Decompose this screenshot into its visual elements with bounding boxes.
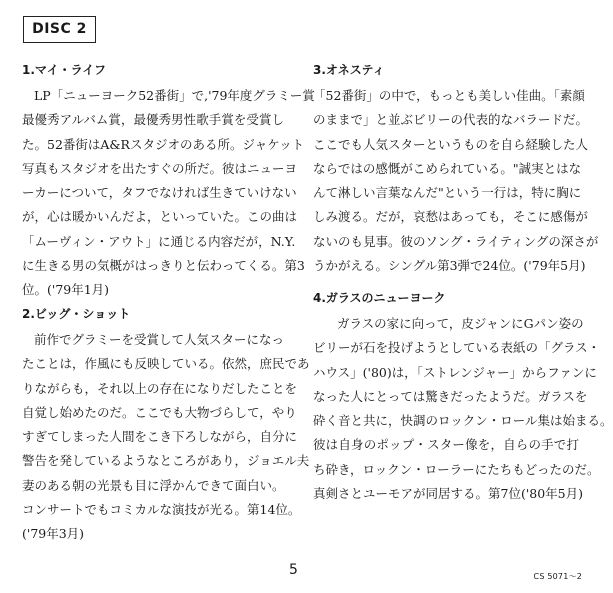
song-description bbox=[313, 84, 599, 278]
text-line: に生きる男の気概がはっきりと伝わってくる。第3 bbox=[22, 258, 305, 274]
text-line: りながらも，それ以上の存在になりだしたことを bbox=[22, 380, 298, 396]
text-line: ハウス」('80)は，「ストレンジャー」からファンに bbox=[313, 364, 597, 380]
song-section-2 bbox=[22, 306, 310, 547]
text-line: すぎてしまった人間をこき下ろしながら，自分に bbox=[22, 429, 298, 445]
text-line: ーカーについて，タフでなければ生きていけない bbox=[22, 185, 297, 201]
text-line: 前作でグラミーを受賞して人気スターになっ bbox=[34, 332, 285, 347]
song-section-1 bbox=[22, 62, 315, 303]
text-line: ないのも見事。彼のソング・ライティングの深さが bbox=[313, 233, 599, 249]
text-line: うかがえる。シングル第3弾で24位。('79年5月) bbox=[313, 258, 586, 274]
text-line: たことは，作風にも反映している。依然，庶民であ bbox=[22, 356, 310, 372]
text-line: ガラスの家に向って，皮ジャンにGパン姿の bbox=[337, 316, 584, 331]
text-line: LP「ニューヨーク52番街」で,'79年度グラミー賞 bbox=[34, 88, 315, 103]
text-line: 妻のある朝の光景も目に浮かんできて面白い。 bbox=[22, 477, 285, 493]
catalog-number: CS 5071～2 bbox=[533, 572, 582, 581]
text-line: 最優秀アルバム賞，最優秀男性歌手賞を受賞し bbox=[22, 112, 284, 128]
text-line: ビリーが石を投げようとしている表紙の「グラス・ bbox=[313, 340, 601, 356]
song-description bbox=[22, 328, 310, 547]
text-line: ('79年3月) bbox=[22, 526, 85, 542]
text-line: なった人にとっては驚きだったようだ。ガラスを bbox=[313, 388, 588, 404]
page-number: 5 bbox=[289, 562, 298, 578]
text-line: が，心は暖かいんだよ，といっていた。この曲は bbox=[22, 209, 298, 225]
song-section-3 bbox=[313, 62, 599, 278]
text-line: ここでも人気スターというものを自ら経験した人 bbox=[313, 136, 589, 152]
text-line: コンサートでもコミカルな演技が光る。第14位。 bbox=[22, 502, 301, 518]
song-title: 4.ガラスのニューヨーク bbox=[313, 291, 446, 305]
song-title: 3.オネスティ bbox=[313, 63, 385, 77]
text-line: んて淋しい言葉なんだ"という一行は，特に胸に bbox=[313, 185, 582, 201]
text-line: た。52番街はA&Rスタジオのある所。ジャケット bbox=[22, 136, 305, 152]
text-line: 砕く音と共に，快調のロックン・ロール集は始まる。 bbox=[313, 413, 613, 429]
disc-label: DISC 2 bbox=[23, 16, 96, 43]
song-title: 2.ビッグ・ショット bbox=[22, 307, 131, 321]
text-line: 「52番街」の中で，もっとも美しい佳曲。「素顔 bbox=[313, 88, 585, 103]
text-line: 自覚し始めたのだ。ここでも大物づらして，やり bbox=[22, 404, 297, 420]
text-line: 警告を発しているようなところがあり，ジョエル夫 bbox=[22, 453, 310, 469]
song-description bbox=[313, 312, 613, 506]
text-line: しみ渡る。だが，哀愁はあっても，そこに感傷が bbox=[313, 209, 588, 225]
text-line: のままで」と並ぶビリーの代表的なバラードだ。 bbox=[313, 112, 589, 128]
text-line: 「ムーヴィン・アウト」に通じる内容だが，N.Y. bbox=[22, 233, 296, 249]
song-title: 1.マイ・ライフ bbox=[22, 63, 106, 77]
text-line: 真剣さとユーモアが同居する。第7位('80年5月) bbox=[313, 486, 584, 502]
text-line: 写真もスタジオを出たすぐの所だ。彼はニューヨ bbox=[22, 160, 298, 176]
text-line: ならではの感慨がこめられている。"誠実とはな bbox=[313, 160, 582, 176]
song-section-4 bbox=[313, 290, 613, 506]
text-line: 位。('79年1月) bbox=[22, 282, 110, 298]
text-line: ち砕き，ロックン・ローラーにたちもどったのだ。 bbox=[313, 461, 600, 477]
text-line: 彼は自身のポップ・スター像を，自らの手で打 bbox=[313, 437, 579, 453]
song-description bbox=[22, 84, 315, 303]
